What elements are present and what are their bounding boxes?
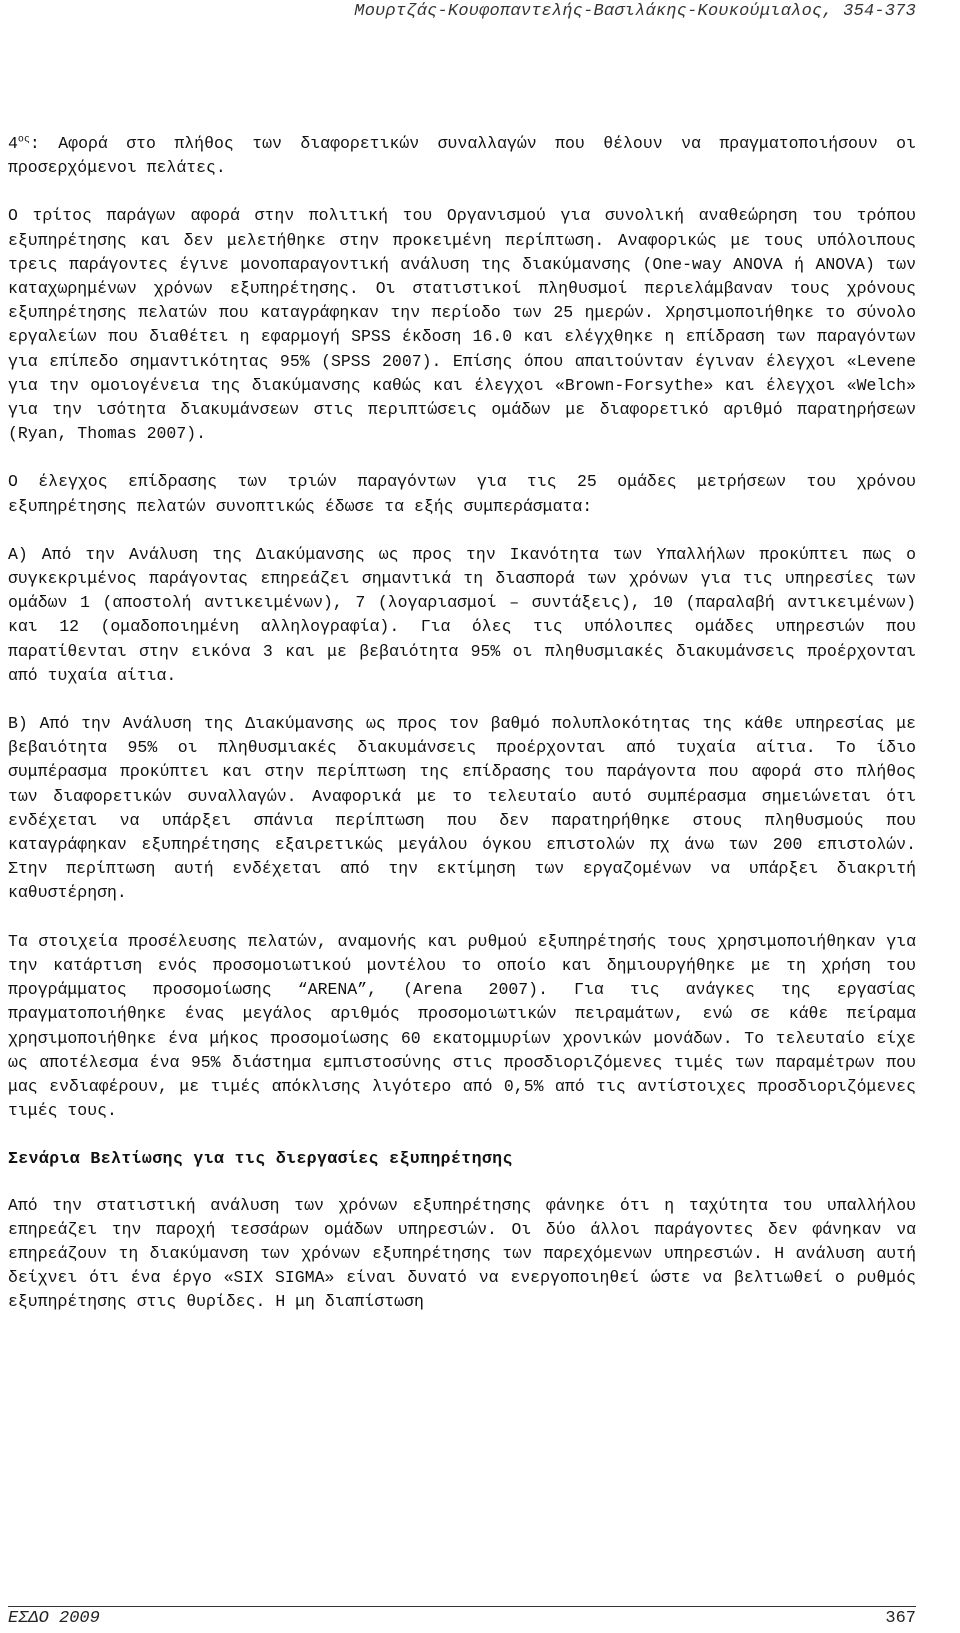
section-heading: Σενάρια Βελτίωσης για τις διεργασίες εξυπηρέτησης	[8, 1149, 513, 1169]
running-header: Μουρτζάς-Κουφοπαντελής-Βασιλάκης-Κουκούμιαλος, 354-373	[354, 2, 916, 21]
paragraph-third-factor: Ο τρίτος παράγων αφορά στην πολιτική του Οργανισμού για συνολική αναθεώρηση του τρόπου εξυπηρέτησης και δεν μελετήθηκε στην προκειμένη περίπτωση. Αναφορικώς με τους υπόλοιπους τρεις παράγοντες έγινε μονοπαραγοντική ανάλυση της διακύμανσης (One-way ANOVA ή ANOVA) των καταχωρημένων χρόνων εξυπηρέτησης. Οι στατιστικοί πληθυσμοί περιελάμβαναν τους χρόνους εξυπηρέτησης πελατών που καταγράφηκαν την περίοδο των 25 ημερών. Χρησιμοποιήθηκε το σύνολο εργαλείων που διαθέτει η εφαρμογή SPSS έκδοση 16.0 και ελέγχθηκε η επίδραση των παραγόντων για επίπεδο σημαντικότητας 95% (SPSS 2007). Επίσης όπου απαιτούνταν έγιναν έλεγχοι «Levene για την ομοιογένεια της διακύμανσης καθώς και έλεγχοι «Brown-Forsythe» και έλεγχοι «Welch» για την ισότητα διακυμάνσεων στις περιπτώσεις ομάδων με διαφορετικό αριθμό παρατηρήσεων (Ryan, Thomas 2007).	[8, 206, 916, 444]
paragraph-conclusion-a: Α) Από την Ανάλυση της Διακύμανσης ως προς την Ικανότητα των Υπαλλήλων προκύπτει πως ο συγκεκριμένος παράγοντας επηρεάζει σημαντικά τη διασπορά των χρόνων για τις υπηρεσίες των ομάδων 1 (αποστολή αντικειμένων), 7 (λογαριασμοί – συντάξεις), 10 (παραλαβή αντικειμένων) και 12 (ομαδοποιημένη αλληλογραφία). Για όλες τις υπόλοιπες ομάδες υπηρεσιών που παρατίθενται στην εικόνα 3 και με βεβαιότητα 95% οι πληθυσμιακές διακυμάνσεις προέρχονται από τυχαία αίτια.	[8, 544, 916, 685]
paragraph-scenarios: Από την στατιστική ανάλυση των χρόνων εξυπηρέτησης φάνηκε ότι η ταχύτητα του υπαλλήλου επηρεάζει την παροχή τεσσάρων ομάδων υπηρεσιών. Οι δύο άλλοι παράγοντες δεν φάνηκαν να επηρεάζουν τη διακύμανση των χρόνων εξυπηρέτησης των παρεχόμενων υπηρεσιών. Η ανάλυση αυτή δείχνει ότι ένα έργο «SIX SIGMA» είναι δυνατό να ενεργοποιηθεί ώστε να βελτιωθεί ο ρυθμός εξυπηρέτησης στις θυρίδες. Η μη διαπίστωση	[8, 1195, 916, 1312]
footer-page-number: 367	[885, 1609, 916, 1628]
item-4-ordinal-suffix: ος	[17, 134, 30, 146]
running-footer	[8, 1606, 916, 1633]
body-text	[8, 132, 916, 1339]
item-4-paragraph	[8, 132, 916, 180]
document-page	[8, 0, 916, 1633]
footer-journal: ΕΣΔΟ 2009	[8, 1609, 100, 1628]
item-4-number: 4	[8, 134, 18, 153]
item-4-text: : Αφορά στο πλήθος των διαφορετικών συναλλαγών που θέλουν να πραγματοποιήσουν οι προσερχόμενοι πελάτες.	[8, 134, 916, 178]
paragraph-arena-simulation: Τα στοιχεία προσέλευσης πελατών, αναμονής και ρυθμού εξυπηρέτησής τους χρησιμοποιήθηκαν για την κατάρτιση ενός προσομοιωτικού μοντέλου το οποίο και δημιουργήθηκε με τη χρήση του προγράμματος προσομοίωσης “ARENA”, (Arena 2007). Για τις ανάγκες της εργασίας πραγματοποιήθηκε ένας μεγάλος αριθμός προσομοιωτικών πειραμάτων, ενώ σε κάθε πείραμα χρησιμοποιήθηκε ένα μήκος προσομοίωσης 60 εκατομμυρίων χρονικών μονάδων. Το τελευταίο είχε ως αποτέλεσμα ένα 95% διάστημα εμπιστοσύνης στις προσδιοριζόμενες τιμές των παραμέτρων που μας ενδιαφέρουν, με τιμές απόκλισης λιγότερο από 0,5% από τις αντίστοιχες προσδιοριζόμενες τιμές τους.	[8, 931, 916, 1121]
paragraph-conclusion-b: Β) Από την Ανάλυση της Διακύμανσης ως προς τον βαθμό πολυπλοκότητας της κάθε υπηρεσίας με βεβαιότητα 95% οι πληθυσμιακές διακυμάνσεις προέρχονται από τυχαία αίτια. Το ίδιο συμπέρασμα προκύπτει και στην περίπτωση της επίδρασης του παράγοντα που αφορά στο πλήθος των διαφορετικών συναλλαγών. Αναφορικά με το τελευταίο αυτό συμπέρασμα σημειώνεται ότι ενδέχεται να υπάρξει σπάνια περίπτωση που δεν παρατηρήθηκε στους πληθυσμούς που καταγράφηκαν εξυπηρέτησης εξαιρετικώς μεγάλου όγκου επιστολών πχ άνω των 200 επιστολών. Στην περίπτωση αυτή ενδέχεται από την εκτίμηση των εργαζομένων να υπάρξει διακριτή καθυστέρηση.	[8, 714, 916, 903]
paragraph-effect-test: Ο έλεγχος επίδρασης των τριών παραγόντων για τις 25 ομάδες μετρήσεων του χρόνου εξυπηρέτησης πελατών συνοπτικώς έδωσε τα εξής συμπεράσματα:	[8, 472, 916, 516]
